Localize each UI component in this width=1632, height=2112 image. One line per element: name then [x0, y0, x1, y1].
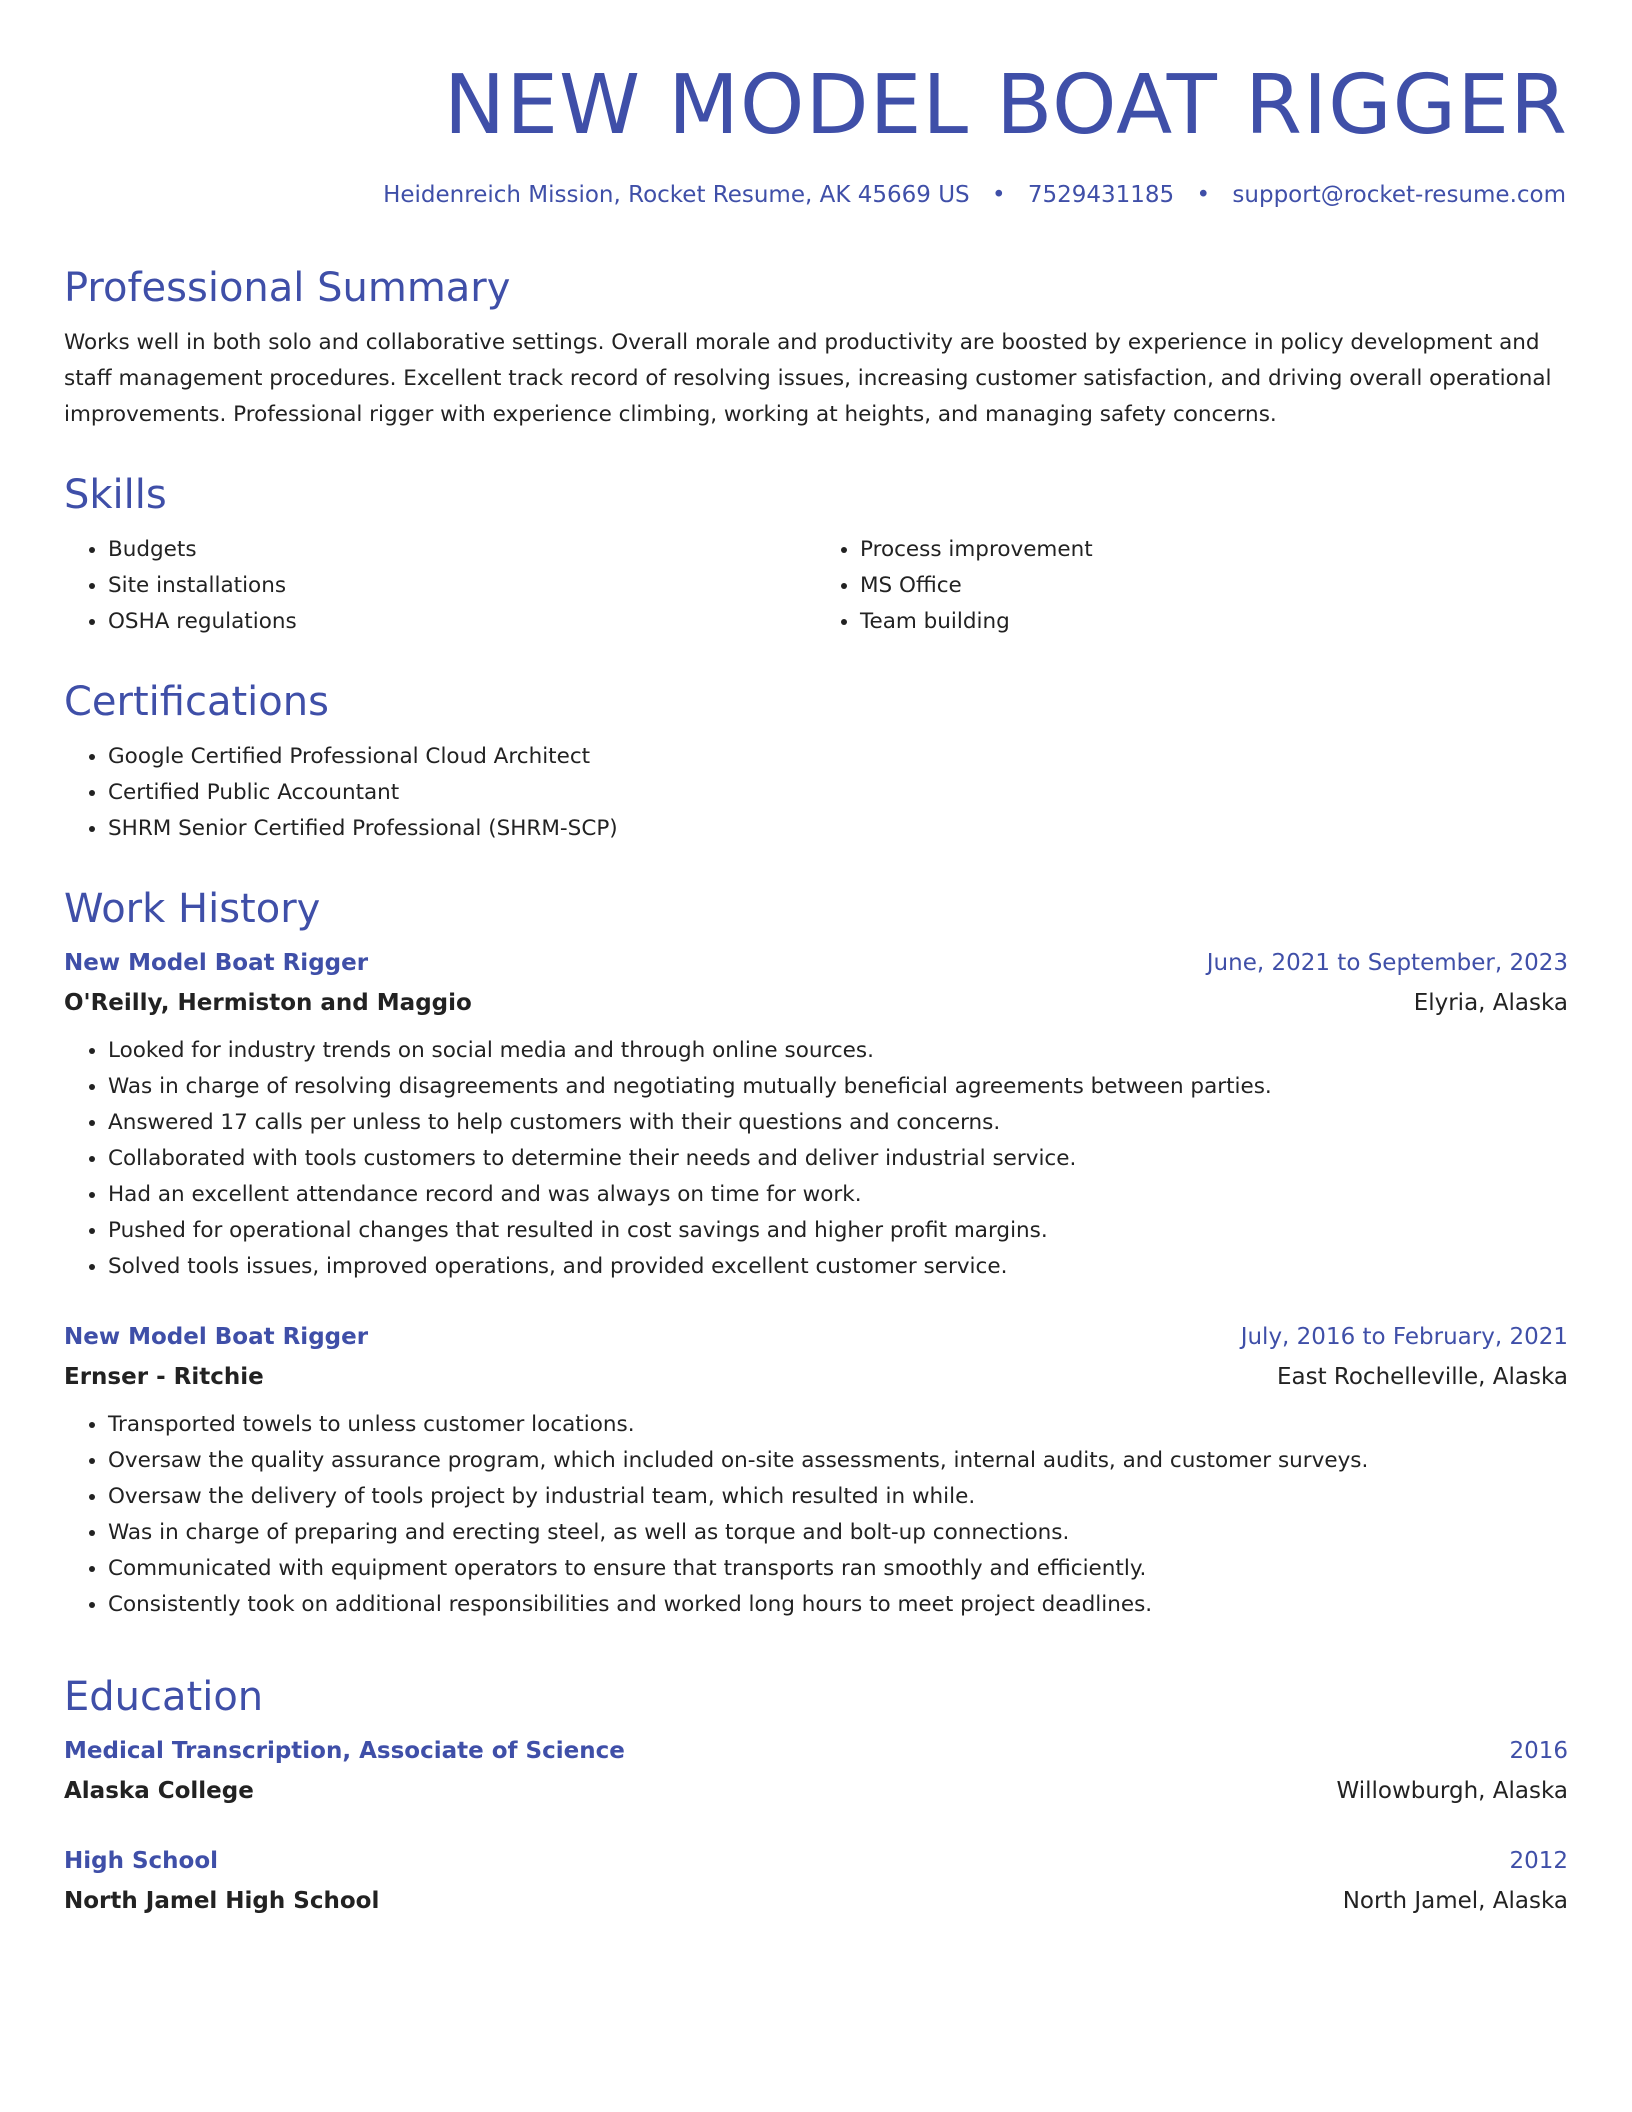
job-title: New Model Boat Rigger	[64, 1324, 369, 1350]
job-bullet: • Was in charge of preparing and erecting steel, as well as torque and bolt-up connections.	[108, 1515, 1568, 1551]
section-title: Certifications	[64, 679, 329, 725]
skill-item: • MS Office	[860, 568, 1568, 604]
job-bullet: • Solved tools issues, improved operations, and provided excellent customer service.	[108, 1249, 1568, 1285]
job-title: New Model Boat Rigger	[64, 950, 369, 976]
contact-separator: •	[991, 182, 1006, 208]
job-bullet: • Consistently took on additional responsibilities and worked long hours to meet project deadlines.	[108, 1587, 1568, 1623]
job-dates: June, 2021 to September, 2023	[1206, 950, 1568, 976]
job-company-row	[64, 1357, 1568, 1397]
section-title: Professional Summary	[64, 265, 511, 311]
job-bullet: • Communicated with equipment operators to ensure that transports ran smoothly and efficiently.	[108, 1551, 1568, 1587]
section-title: Education	[64, 1674, 264, 1720]
education-year: 2012	[1509, 1848, 1568, 1874]
education-degree: High School	[64, 1848, 219, 1874]
skills-section	[64, 471, 1568, 640]
education-school: North Jamel High School	[64, 1888, 380, 1914]
skills-list-left	[64, 532, 816, 640]
job-bullet: • Had an excellent attendance record and was always on time for work.	[108, 1177, 1568, 1213]
education-entry	[64, 1841, 1568, 1921]
education-year: 2016	[1509, 1738, 1568, 1764]
section-title: Skills	[64, 472, 167, 518]
education-header-row	[64, 1731, 1568, 1771]
education-school: Alaska College	[64, 1778, 254, 1804]
certifications-section	[64, 678, 1568, 847]
skill-item: • OSHA regulations	[108, 604, 816, 640]
job-bullets	[64, 1407, 1568, 1623]
job-company: Ernser - Ritchie	[64, 1364, 264, 1390]
skills-columns	[64, 532, 1568, 640]
job-entry	[64, 943, 1568, 1285]
job-dates: July, 2016 to February, 2021	[1240, 1324, 1568, 1350]
contact-line	[383, 179, 1566, 211]
education-entry	[64, 1731, 1568, 1811]
job-location: Elyria, Alaska	[1413, 990, 1568, 1016]
job-header-row	[64, 1317, 1568, 1357]
education-header-row	[64, 1841, 1568, 1881]
skill-item: • Site installations	[108, 568, 816, 604]
job-bullet: • Pushed for operational changes that resulted in cost savings and higher profit margins.	[108, 1213, 1568, 1249]
job-bullet: • Answered 17 calls per unless to help customers with their questions and concerns.	[108, 1105, 1568, 1141]
contact-separator: •	[1196, 182, 1211, 208]
job-header-row	[64, 943, 1568, 983]
job-bullet: • Collaborated with tools customers to determine their needs and deliver industrial service.	[108, 1141, 1568, 1177]
education-location: Willowburgh, Alaska	[1336, 1778, 1568, 1804]
skill-item: • Process improvement	[860, 532, 1568, 568]
skill-item: • Budgets	[108, 532, 816, 568]
contact-address: Heidenreich Mission, Rocket Resume, AK 45669 US	[383, 182, 970, 208]
certification-item: • Certified Public Accountant	[108, 775, 1568, 811]
skills-list-right	[816, 532, 1568, 640]
job-company: O'Reilly, Hermiston and Maggio	[64, 990, 472, 1016]
certification-item: • Google Certified Professional Cloud Architect	[108, 739, 1568, 775]
contact-phone: 7529431185	[1027, 182, 1175, 208]
job-entry	[64, 1317, 1568, 1623]
education-school-row	[64, 1771, 1568, 1811]
resume-name: NEW MODEL BOAT RIGGER	[443, 58, 1568, 153]
job-bullet: • Oversaw the delivery of tools project by industrial team, which resulted in while.	[108, 1479, 1568, 1515]
certification-item: • SHRM Senior Certified Professional (SHRM-SCP)	[108, 811, 1568, 847]
job-bullet: • Transported towels to unless customer locations.	[108, 1407, 1568, 1443]
job-bullet: • Oversaw the quality assurance program, which included on-site assessments, internal audits, and customer surveys.	[108, 1443, 1568, 1479]
skill-item: • Team building	[860, 604, 1568, 640]
job-company-row	[64, 983, 1568, 1023]
section-title: Work History	[64, 886, 321, 932]
education-location: North Jamel, Alaska	[1342, 1888, 1568, 1914]
contact-email: support@rocket-resume.com	[1232, 182, 1566, 208]
summary-section	[64, 264, 1568, 433]
summary-text: Works well in both solo and collaborative settings. Overall morale and productivity are boosted by experience in policy development and staff management procedures. Excellent track record of resolving issues, increasing customer satisfaction, and driving overall operational improvements. Professional rigger with experience climbing, working at heights, and managing safety concerns.	[64, 330, 1552, 427]
job-bullets	[64, 1033, 1568, 1285]
job-bullet: • Was in charge of resolving disagreements and negotiating mutually beneficial agreements between parties.	[108, 1069, 1568, 1105]
work-history-section	[64, 885, 1568, 1623]
education-school-row	[64, 1881, 1568, 1921]
job-bullet: • Looked for industry trends on social media and through online sources.	[108, 1033, 1568, 1069]
education-section	[64, 1673, 1568, 1921]
certifications-list	[64, 739, 1568, 847]
job-location: East Rochelleville, Alaska	[1276, 1364, 1568, 1390]
education-degree: Medical Transcription, Associate of Science	[64, 1738, 625, 1764]
